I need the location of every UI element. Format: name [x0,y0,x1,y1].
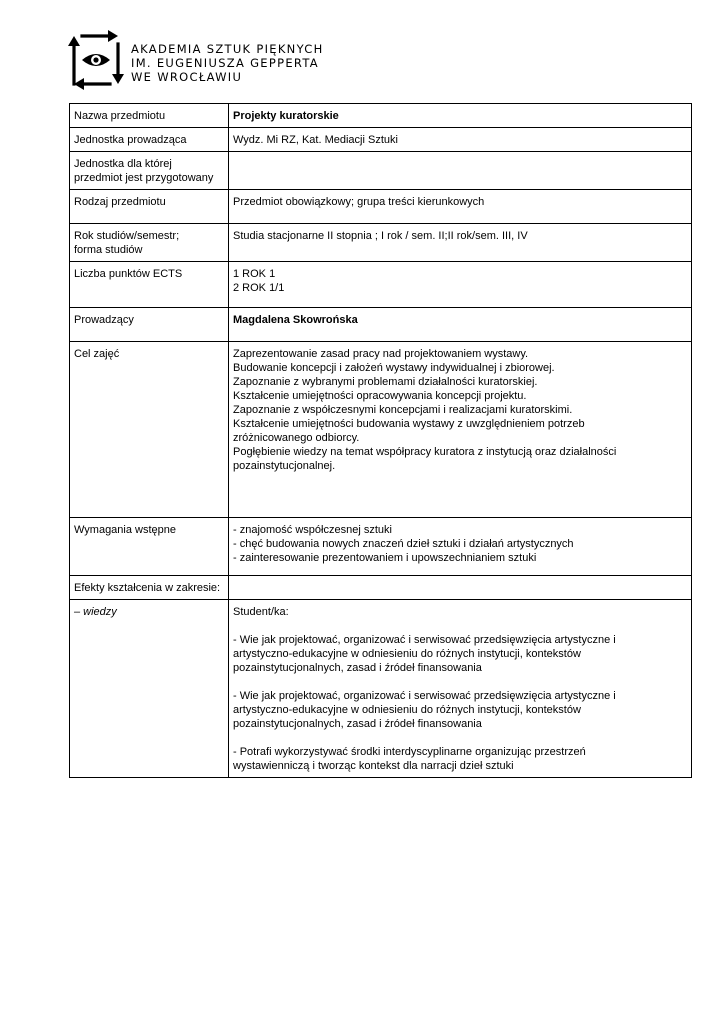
institution-line: WE WROCŁAWIU [131,70,243,84]
label-ects: Liczba punktów ECTS [70,262,229,308]
cel-line: Kształcenie umiejętności opracowywania koncepcji projektu. [233,390,527,402]
label-line: Jednostka dla której [74,158,172,170]
label-jednostka: Jednostka prowadząca [70,128,229,152]
label-wymagania: Wymagania wstępne [70,518,229,576]
table-row [70,128,692,152]
label-cel: Cel zajęć [70,342,229,518]
value-wymagania [229,518,692,576]
value-dla [229,152,692,190]
table-row [70,600,692,778]
label-dla [70,152,229,190]
wiedzy-line: artystyczno-edukacyjne w odniesieniu do różnych instytucji, kontekstów [233,648,581,660]
value-prowadzacy: Magdalena Skowrońska [229,308,692,342]
header [68,30,668,92]
table-row [70,152,692,190]
table-row [70,104,692,128]
spacer [233,619,687,633]
wiedzy-line: wystawienniczą i tworząc kontekst dla narracji dzieł sztuki [233,760,514,772]
cel-line: Pogłębienie wiedzy na temat współpracy kuratora z instytucją oraz działalności [233,446,617,458]
table-row [70,262,692,308]
cel-line: Zapoznanie z wybranymi problemami działalności kuratorskiej. [233,376,538,388]
ects-line: 2 ROK 1/1 [233,282,285,294]
wymagania-line: - znajomość współczesnej sztuki [233,524,392,536]
spacer [233,731,687,745]
value-rok: Studia stacjonarne II stopnia ; I rok / sem. II;II rok/sem. III, IV [229,224,692,262]
wiedzy-line: artystyczno-edukacyjne w odniesieniu do różnych instytucji, kontekstów [233,704,581,716]
value-nazwa: Projekty kuratorskie [229,104,692,128]
institution-line: IM. EUGENIUSZA GEPPERTA [131,56,319,70]
value-ects [229,262,692,308]
wymagania-line: - chęć budowania nowych znaczeń dzieł sztuki i działań artystycznych [233,538,574,550]
ects-line: 1 ROK 1 [233,268,276,280]
cel-line: Zapoznanie z współczesnymi koncepcjami i realizacjami kuratorskimi. [233,404,573,416]
wiedzy-line: - Wie jak projektować, organizować i serwisować przedsięwzięcia artystyczne i [233,690,616,702]
label-wiedzy: – wiedzy [70,600,229,778]
cel-line: zróżnicowanego odbiorcy. [233,432,360,444]
label-rodzaj: Rodzaj przedmiotu [70,190,229,224]
label-line: forma studiów [74,244,143,256]
course-info-table [69,103,692,778]
value-jednostka: Wydz. Mi RZ, Kat. Mediacji Sztuki [229,128,692,152]
cel-line: pozainstytucjonalnej. [233,460,336,472]
wymagania-line: - zainteresowanie prezentowaniem i upowszechnianiem sztuki [233,552,537,564]
cel-line: Kształcenie umiejętności budowania wystawy z uwzględnieniem potrzeb [233,418,585,430]
value-efekty [229,576,692,600]
table-row [70,576,692,600]
table-row [70,518,692,576]
wiedzy-line: pozainstytucjonalnych, zasad i źródeł finansowania [233,718,482,730]
value-cel [229,342,692,518]
wiedzy-line: pozainstytucjonalnych, zasad i źródeł finansowania [233,662,482,674]
table-row [70,190,692,224]
label-prowadzacy: Prowadzący [70,308,229,342]
table-row [70,342,692,518]
eye-arrows-logo-icon [68,30,124,90]
institution-line: AKADEMIA SZTUK PIĘKNYCH [131,42,324,56]
wiedzy-intro: Student/ka: [233,606,289,618]
cel-line: Budowanie koncepcji i założeń wystawy indywidualnej i zbiorowej. [233,362,555,374]
wiedzy-line: - Potrafi wykorzystywać środki interdyscyplinarne organizując przestrzeń [233,746,586,758]
table-row [70,308,692,342]
wiedzy-line: - Wie jak projektować, organizować i serwisować przedsięwzięcia artystyczne i [233,634,616,646]
institution-name [131,42,324,84]
table-row [70,224,692,262]
spacer [233,675,687,689]
label-rok [70,224,229,262]
label-nazwa: Nazwa przedmiotu [70,104,229,128]
value-rodzaj: Przedmiot obowiązkowy; grupa treści kierunkowych [229,190,692,224]
label-line: przedmiot jest przygotowany [74,172,214,184]
cel-line: Zaprezentowanie zasad pracy nad projektowaniem wystawy. [233,348,529,360]
label-efekty: Efekty kształcenia w zakresie: [70,576,229,600]
label-line: Rok studiów/semestr; [74,230,180,242]
value-wiedzy [229,600,692,778]
